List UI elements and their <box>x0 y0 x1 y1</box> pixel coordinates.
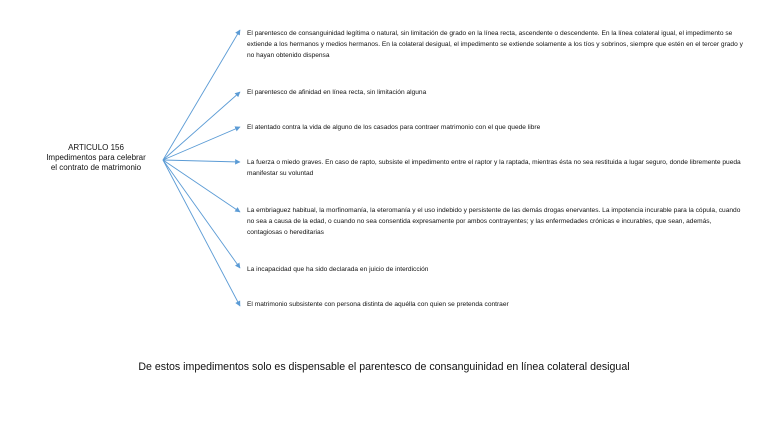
connector-arrow-7 <box>163 160 240 306</box>
impediment-interdiction: La incapacidad que ha sido declarada en juicio de interdicción <box>247 266 429 273</box>
impediment-consanguinity: El parentesco de consanguinidad legítima o natural, sin limitación de grado en la línea recta, ascendente o descendente. En la línea colateral igual, el impedimento se extiende a los hermanos y medios hermanos. En la colateral desigual, el impedimento se extiende solamente a los tíos y sobrinos, siempre que estén en el tercer grado y no hayan obtenido dispensa <box>247 30 743 59</box>
connector-arrow-6 <box>163 160 240 268</box>
impediment-affinity: El parentesco de afinidad en línea recta, sin limitación alguna <box>247 89 427 96</box>
article-number: ARTICULO 156 <box>68 143 124 152</box>
impediment-attempt-on-life: El atentado contra la vida de alguno de los casados para contraer matrimonio con el que quede libre <box>247 124 541 131</box>
connector-arrow-3 <box>163 127 240 160</box>
impediment-force-or-fear: La fuerza o miedo graves. En caso de rapto, subsiste el impedimento entre el raptor y la raptada, mientras ésta no sea restituida a lugar seguro, donde libremente pueda manifestar su voluntad <box>247 159 741 177</box>
impediment-existing-marriage: El matrimonio subsistente con persona distinta de aquélla con quien se pretenda contraer <box>247 301 509 308</box>
connector-arrow-4 <box>163 160 240 162</box>
connector-arrow-1 <box>163 30 240 160</box>
article-156-node <box>30 143 162 173</box>
connector-arrow-2 <box>163 92 240 160</box>
impediment-drugs-impotence-disease: La embriaguez habitual, la morfinomanía, la eteromanía y el uso indebido y persistente de las demás drogas enervantes. La impotencia incurable para la cópula, cuando no sea a causa de la edad, o cuando no sea consentida expresamente por ambos contrayentes; y las enfermedades crónicas e incurables, que sean, además, contagiosas o hereditarias <box>247 207 741 236</box>
dispensation-note: De estos impedimentos solo es dispensable el parentesco de consanguinidad en línea colateral desigual <box>138 361 630 373</box>
connector-arrow-5 <box>163 160 240 212</box>
article-title-line-1: Impedimentos para celebrar <box>46 153 146 162</box>
article-title-line-2: el contrato de matrimonio <box>50 163 142 172</box>
